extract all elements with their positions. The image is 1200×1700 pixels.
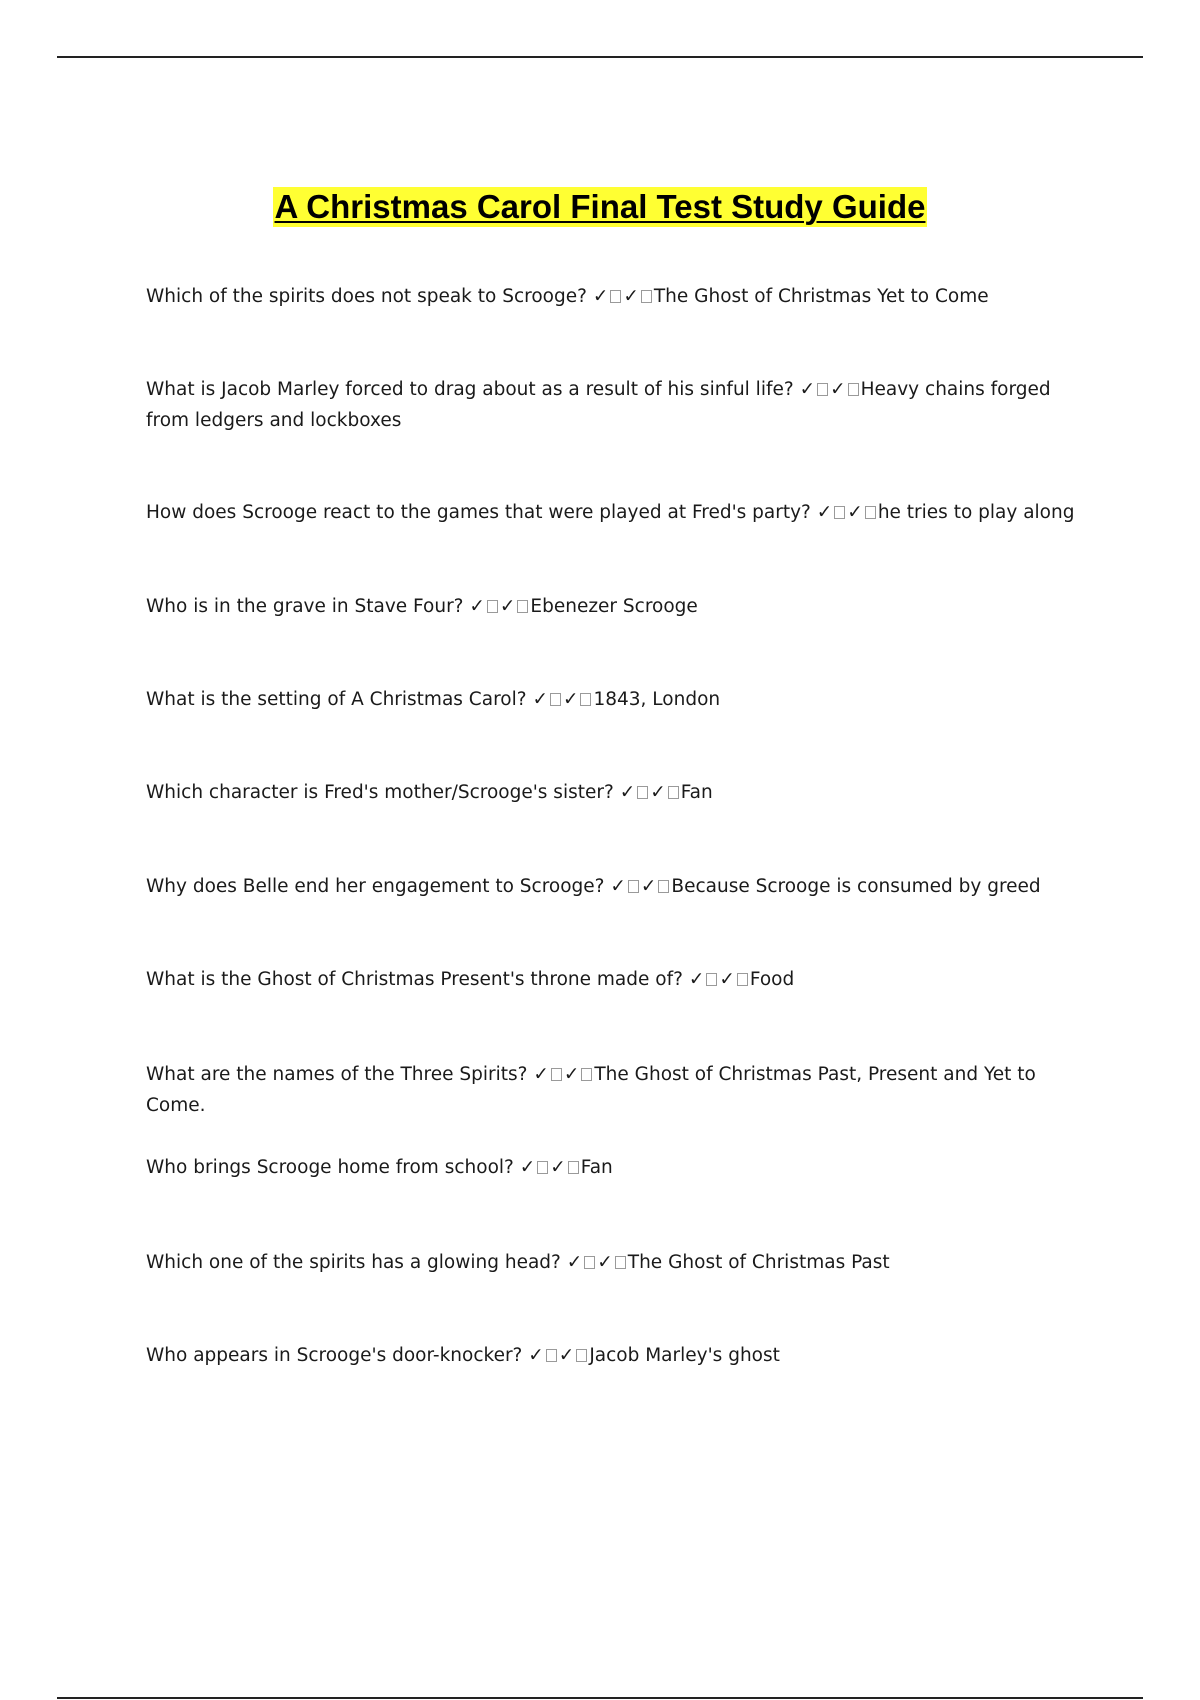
empty-box-icon xyxy=(865,506,876,519)
question-text: What is the setting of A Christmas Carol? xyxy=(146,689,527,710)
empty-box-icon xyxy=(584,1256,595,1269)
empty-box-icon xyxy=(817,383,828,396)
empty-box-icon xyxy=(576,1349,587,1362)
qa-item xyxy=(146,591,1096,622)
answer-text: The Ghost of Christmas Past, Present and Yet to Come. xyxy=(146,1064,1036,1116)
check-mark-icon: ✓ xyxy=(799,379,816,400)
empty-box-icon xyxy=(610,290,621,303)
question-text: What are the names of the Three Spirits? xyxy=(146,1064,528,1085)
answer-text: The Ghost of Christmas Past xyxy=(627,1252,890,1273)
qa-item xyxy=(146,374,1096,436)
empty-box-icon xyxy=(737,973,748,986)
check-mark-icon: ✓ xyxy=(562,689,579,710)
qa-item xyxy=(146,964,1096,995)
answer-text: Ebenezer Scrooge xyxy=(530,596,698,617)
qa-item xyxy=(146,497,1096,528)
qa-item xyxy=(146,684,1096,715)
answer-text: Heavy chains forged from ledgers and lockboxes xyxy=(146,379,1051,431)
check-mark-icon: ✓ xyxy=(469,596,485,617)
question-text: Which one of the spirits has a glowing head? xyxy=(146,1252,561,1273)
qa-item xyxy=(146,777,1096,808)
question-text: What is the Ghost of Christmas Present's throne made of? xyxy=(146,969,683,990)
check-mark-icon: ✓ xyxy=(610,876,626,897)
empty-box-icon xyxy=(537,1161,548,1174)
empty-box-icon xyxy=(668,786,679,799)
answer-text: Fan xyxy=(680,782,713,803)
answer-text: Food xyxy=(749,969,795,990)
question-text: What is Jacob Marley forced to drag about as a result of his sinful life? xyxy=(146,379,794,400)
check-mark-icon: ✓ xyxy=(597,1252,613,1273)
check-mark-icon: ✓ xyxy=(623,286,639,307)
empty-box-icon xyxy=(637,786,648,799)
check-mark-icon: ✓ xyxy=(592,286,609,307)
question-text: Which of the spirits does not speak to Scrooge? xyxy=(146,286,587,307)
check-mark-icon: ✓ xyxy=(519,1157,536,1178)
question-text: Who is in the grave in Stave Four? xyxy=(146,596,464,617)
check-mark-icon: ✓ xyxy=(816,502,833,523)
check-mark-icon: ✓ xyxy=(499,596,516,617)
check-mark-icon: ✓ xyxy=(830,379,846,400)
check-mark-icon: ✓ xyxy=(719,969,735,990)
empty-box-icon xyxy=(628,880,639,893)
empty-box-icon xyxy=(487,600,498,613)
empty-box-icon xyxy=(848,383,859,396)
answer-text: he tries to play along xyxy=(877,502,1075,523)
empty-box-icon xyxy=(551,1068,562,1081)
question-text: Why does Belle end her engagement to Scrooge? xyxy=(146,876,605,897)
answer-text: The Ghost of Christmas Yet to Come xyxy=(653,286,989,307)
check-mark-icon: ✓ xyxy=(640,876,657,897)
document-title: A Christmas Carol Final Test Study Guide xyxy=(274,188,926,225)
empty-box-icon xyxy=(517,600,528,613)
empty-box-icon xyxy=(568,1161,579,1174)
answer-text: Fan xyxy=(580,1157,613,1178)
question-text: Who appears in Scrooge's door-knocker? xyxy=(146,1345,523,1366)
empty-box-icon xyxy=(615,1256,626,1269)
header-rule xyxy=(57,56,1143,58)
check-mark-icon: ✓ xyxy=(532,689,548,710)
question-text: Who brings Scrooge home from school? xyxy=(146,1157,514,1178)
empty-box-icon xyxy=(581,1068,592,1081)
answer-text: Because Scrooge is consumed by greed xyxy=(671,876,1041,897)
check-mark-icon: ✓ xyxy=(688,969,705,990)
empty-box-icon xyxy=(641,290,652,303)
check-mark-icon: ✓ xyxy=(550,1157,566,1178)
check-mark-icon: ✓ xyxy=(566,1252,583,1273)
empty-box-icon xyxy=(580,693,591,706)
empty-box-icon xyxy=(706,973,717,986)
question-text: How does Scrooge react to the games that were played at Fred's party? xyxy=(146,502,811,523)
check-mark-icon: ✓ xyxy=(528,1345,544,1366)
check-mark-icon: ✓ xyxy=(558,1345,575,1366)
answer-text: 1843, London xyxy=(593,689,721,710)
check-mark-icon: ✓ xyxy=(650,782,666,803)
empty-box-icon xyxy=(834,506,845,519)
check-mark-icon: ✓ xyxy=(619,782,636,803)
title-container xyxy=(0,187,1200,227)
qa-item xyxy=(146,281,1096,312)
qa-item xyxy=(146,871,1096,902)
qa-item xyxy=(146,1059,1096,1121)
check-mark-icon: ✓ xyxy=(533,1064,549,1085)
check-mark-icon: ✓ xyxy=(847,502,863,523)
check-mark-icon: ✓ xyxy=(563,1064,580,1085)
question-text: Which character is Fred's mother/Scrooge's sister? xyxy=(146,782,614,803)
footer-rule xyxy=(57,1697,1143,1699)
answer-text: Jacob Marley's ghost xyxy=(589,1345,780,1366)
qa-item xyxy=(146,1152,1096,1183)
empty-box-icon xyxy=(546,1349,557,1362)
empty-box-icon xyxy=(658,880,669,893)
empty-box-icon xyxy=(550,693,561,706)
qa-item xyxy=(146,1340,1096,1371)
qa-item xyxy=(146,1247,1096,1278)
